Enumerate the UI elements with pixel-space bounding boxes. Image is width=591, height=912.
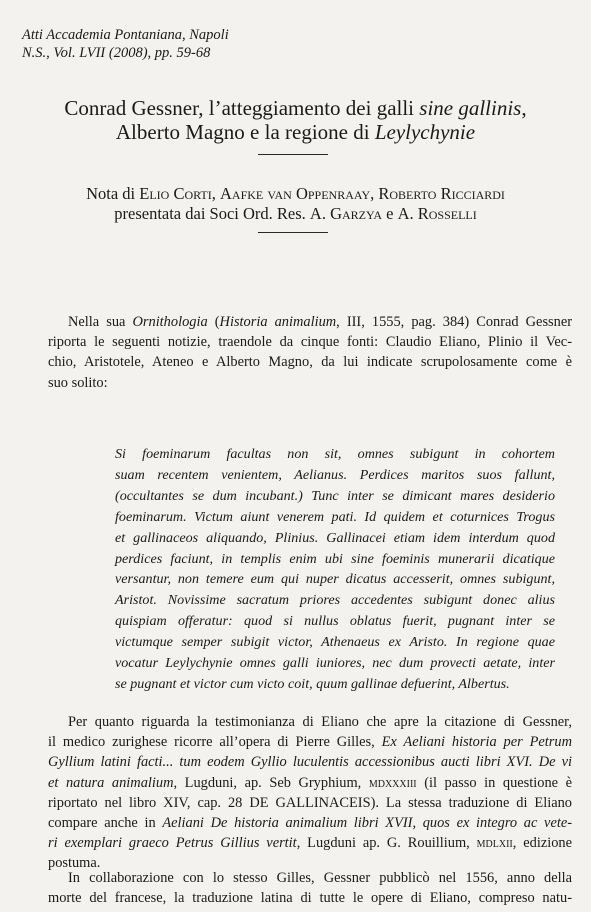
journal-header-line-1: Atti Accademia Pontaniana, Napoli [22, 27, 229, 43]
text-run: Gyllium latini facti... tum eodem Gyllio luculentis accessionibus aucti libri XVI. De vi [48, 754, 572, 771]
quote-line: perdices faciunt, in templis enim ubi sine foeminis munerarii dicatique [115, 550, 555, 567]
quote-line: Aristot. Novissime sacratum priores accedentes subigunt donec alius [115, 592, 555, 609]
text-run: ( [207, 314, 220, 330]
text-run: il medico zurighese ricorre all’opera di Pierre Gilles, [48, 734, 382, 751]
article-title [0, 96, 591, 144]
author-divider [258, 232, 328, 233]
text-run: Ornithologia [132, 314, 208, 330]
separator: e [382, 204, 398, 223]
article-title-line-1 [0, 96, 591, 120]
paragraph-line [48, 732, 572, 752]
quote-line: victumque semper subigit victor, Athenaeus ex Aristo. In regione quae [115, 634, 555, 651]
latin-quotation [115, 444, 555, 695]
author-name: Elio Corti [139, 184, 212, 203]
article-title-line-2 [0, 120, 591, 144]
nota-label: Nota di [86, 184, 140, 203]
text-run: , III, 1555, pag. 384) Conrad Gessner [336, 314, 573, 330]
paragraph-eliano [48, 712, 572, 874]
paragraph-line [48, 773, 572, 793]
paragraph-line [48, 752, 572, 772]
author-name: Roberto Ricciardi [378, 184, 505, 203]
text-run: et natura animalium [48, 774, 174, 791]
paragraph-line: In collaborazione con lo stesso Gilles, Gessner pubblicò nel 1556, anno della [68, 870, 572, 886]
quote-line: vocatur Leylychynie omnes galli iuniores, nec dum provecti aetate, inter [115, 655, 555, 672]
paragraph-line: morte del francese, la traduzione latina di tutte le opere di Eliano, compreso natu- [48, 890, 572, 907]
text-run: Historia animalium [219, 314, 337, 330]
separator: , [211, 184, 220, 203]
paragraph-gilles [48, 868, 572, 908]
quote-line: quispiam offeratur: quod si nullus oblatus fuerit, pugnant inter se [115, 613, 555, 630]
title-text: Conrad Gessner, l’atteggiamento dei galli [64, 96, 420, 120]
paragraph-line: chio, Aristotele, Ateneo e Alberto Magno, da lui indicate scrupolosamente come è [48, 354, 572, 371]
text-run: compare anche in [48, 815, 163, 832]
paragraph-line: riporta le seguenti notizie, traendole da cinque fonti: Claudio Eliano, Plinio il Vec- [48, 334, 572, 351]
text-run: mdxxxiii [368, 774, 417, 791]
presenter-name: A. Rosselli [397, 204, 477, 223]
paragraph-line: Per quanto riguarda la testimonianza di Eliano che apre la citazione di Gessner, [68, 714, 572, 730]
quote-line: se pugnant et victor cum victo coit, quum gallinae defuerint, Albertus. [115, 675, 510, 692]
paragraph-line: riportato nel libro XIV, cap. 28 DE GALLINACEIS). La stessa traduzione di Eliano [48, 794, 572, 811]
authors-line [0, 184, 591, 204]
title-text: Alberto Magno e la regione di [115, 120, 375, 144]
quote-line: (occultantes se dum incubant.) Tunc inter se dimicant mares desiderio [115, 487, 555, 504]
text-run: , edizione [512, 835, 572, 852]
text-run: , Lugduni, ap. Seb Gryphium, [173, 774, 369, 791]
quote-line: et gallinaceos aliquando, Plinius. Gallinacei etiam idem interdum quod [115, 529, 555, 546]
quote-line: versantur, non temere eum qui nuper dicatus accesserit, omnes subigunt, [115, 571, 555, 588]
paragraph-line [48, 813, 572, 833]
title-italic-text: Leylychynie [374, 120, 476, 144]
quote-line: Si foeminarum facultas non sit, omnes subigunt in cohortem [115, 446, 555, 462]
paragraph-line: suo solito: [48, 374, 108, 391]
paragraph-line [48, 833, 572, 853]
author-name: Aafke van Oppenraay [220, 184, 371, 203]
presenters-line [0, 204, 591, 224]
text-run: Aeliani De historia animalium libri XVII, quos ex integro ac vete- [162, 815, 573, 832]
title-italic-text: sine gallinis [419, 96, 522, 120]
text-run: , Lugduni ap. G. Rouillium, [296, 835, 477, 852]
journal-header-line-2: N.S., Vol. LVII (2008), pp. 59-68 [22, 45, 211, 61]
journal-header [22, 26, 229, 62]
quote-line: foeminarum. Victum aiunt venerem pati. Id quidem et coturnices Trogus [115, 508, 555, 525]
paragraph-intro [48, 312, 572, 393]
quote-line: suam recentem venientem, Aelianus. Perdices maritos suos fallunt, [115, 466, 555, 483]
text-run: Ex Aeliani historia per Petrum [381, 734, 572, 751]
text-run: (il passo in questione è [416, 774, 572, 791]
title-text: , [521, 96, 527, 120]
text-run: ri exemplari graeco Petrus Gillius vertit [48, 835, 297, 852]
presenter-name: A. Garzya [309, 204, 382, 223]
separator: , [370, 184, 379, 203]
paragraph-line: postuma. [48, 855, 101, 872]
text-run: Nella sua [68, 314, 133, 330]
paragraph-line [48, 312, 572, 332]
title-divider [258, 154, 328, 155]
text-run: mdlxii [476, 835, 513, 852]
author-block [0, 184, 591, 224]
presentata-label: presentata dai Soci Ord. Res. [114, 204, 310, 223]
